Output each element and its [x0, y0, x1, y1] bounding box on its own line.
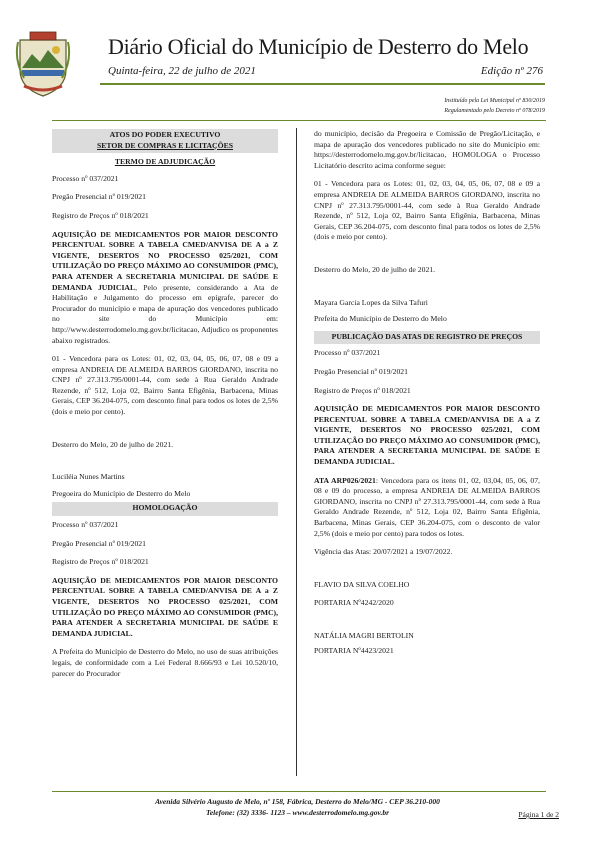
footer-address: Avenida Silvério Augusto de Melo, nº 158, Fábrica, Desterro do Melo/MG - CEP 36.210-000	[155, 797, 440, 806]
pub-process-number: Processo nº 037/2021	[314, 348, 381, 358]
pub-registry-number: Registro de Preços nº 018/2021	[314, 385, 411, 395]
regulation-decree: Regulamentado pelo Decreto nº 078/2019	[444, 108, 545, 114]
gazette-title: Diário Oficial do Município de Desterro do Melo	[108, 34, 529, 59]
homologation-continued: do município, decisão da Pregoeira e Comissão de Pregão/Licitação, e mapa de apuração dos vencedores publicado no site do Município em: https://desterrodomelo.mg.gov.br/licitacao, HOMOLOGA o Processo Licitatório descrito acima conforme segue:	[314, 129, 540, 170]
column-divider	[296, 128, 297, 776]
ata-label: ATA ARP026/2021	[314, 475, 376, 485]
hom-winner-paragraph: 01 - Vencedora para os Lotes: 01, 02, 03, 04, 05, 06, 07, 08 e 09 a empresa ANDREIA DE ALMEIDA BARROS GIORDANO, inscrita no CNPJ nº 27.313.795/0001-44, com sede à Rua Geraldo Andrade Rezende, nº 512, Loja 02, Bairro Santa Efigênia, Barbacena, Minas Gerais, CEP 36.204-075, com desconto final para todos os lotes de 2,5% (dois e meio por cento).	[314, 179, 540, 242]
section-header-box	[52, 129, 278, 153]
adjudication-object: AQUISIÇÃO DE MEDICAMENTOS POR MAIOR DESCONTO PERCENTUAL SOBRE A TABELA CMED/ANVISA DE A a Z VIGENTE, DESERTOS NO PROCESSO 025/2021, COM UTILIZAÇÃO DO PREÇO MÁXIMO AO CONSUMIDOR (PMC), PARA ATENDER A SECRETARIA MUNICIPAL DE SAÚDE E DEMANDA JUDICIAL	[52, 229, 278, 292]
hom-place-date: Desterro do Melo, 20 de julho de 2021.	[314, 264, 436, 274]
left-column	[52, 129, 278, 687]
right-column	[314, 129, 540, 664]
adjudication-text: , Pelo presente, considerando a Ata de Habilitação e Julgamento do processo em epígrafe, parecer do Procurador do município e mapa de apuração dos vencedores publicado no site do Município em: http://www.desterrodomelo.mg.gov.br/licitacao, Adjudico os proponentes abaixo registrados.	[52, 282, 278, 345]
header-bottom-rule	[52, 120, 546, 121]
signatory-1-role: PORTARIA Nº4242/2020	[314, 598, 394, 608]
section-header-executive: ATOS DO PODER EXECUTIVO	[109, 130, 221, 139]
page-number: Página 1 de 2	[518, 810, 559, 819]
signatory-2-role: PORTARIA Nº4423/2021	[314, 645, 394, 655]
mayor-name: Mayara Garcia Lopes da Silva Tafuri	[314, 297, 428, 307]
place-date: Desterro do Melo, 20 de julho de 2021.	[52, 439, 174, 449]
homologation-title: HOMOLOGAÇÃO	[52, 502, 278, 516]
hom-process-number: Processo nº 037/2021	[52, 520, 119, 530]
institution-law: Instituído pela Lei Municipal nº 830/2019	[444, 98, 545, 104]
mayor-role: Prefeita do Município de Desterro do Melo	[314, 314, 447, 324]
signer-name: Luciléia Nunes Martins	[52, 472, 125, 482]
publication-object: AQUISIÇÃO DE MEDICAMENTOS POR MAIOR DESCONTO PERCENTUAL SOBRE A TABELA CMED/ANVISA DE A a Z VIGENTE, DESERTOS NO PROCESSO 025/2021, COM UTILIZAÇÃO DO PREÇO MÁXIMO AO CONSUMIDOR (PMC), PARA ATENDER A SECRETARIA MUNICIPAL DE SAÚDE E DEMANDA JUDICIAL.	[314, 404, 540, 467]
registry-number: Registro de Preços nº 018/2021	[52, 210, 149, 220]
homologation-body: A Prefeita do Município de Desterro do Melo, no uso de suas atribuições legais, de conformidade com a Lei Federal 8.666/93 e Lei 10.520/10, parecer do Procurador	[52, 647, 278, 678]
ata-paragraph	[314, 476, 540, 540]
signatory-1-name: FLAVIO DA SILVA COELHO	[314, 579, 410, 589]
signer-role: Pregoeira do Município de Desterro do Melo	[52, 488, 191, 498]
municipal-coat-of-arms	[14, 30, 72, 98]
validity-period: Vigência das Atas: 20/07/2021 a 19/07/2022.	[314, 547, 453, 557]
signatory-2-name: NATÁLIA MAGRI BERTOLIN	[314, 631, 414, 640]
winner-paragraph: 01 - Vencedora para os Lotes: 01, 02, 03, 04, 05, 06, 07, 08 e 09 a empresa ANDREIA DE ALMEIDA BARROS GIORDANO, inscrita no CNPJ nº 27.313.795/0001-44, com sede à Rua Geraldo Andrade Rezende, nº 512, Loja 02, Bairro Santa Efigênia, Barbacena, Minas Gerais, CEP 36.204-075, com desconto final para todos os lotes de 2,5% (dois e meio por cento).	[52, 354, 278, 417]
section-header-purchasing: SETOR DE COMPRAS E LICITAÇÕES	[97, 140, 233, 150]
adjudication-title: TERMO DE ADJUDICAÇÃO	[114, 157, 216, 167]
homologation-object: AQUISIÇÃO DE MEDICAMENTOS POR MAIOR DESCONTO PERCENTUAL SOBRE A TABELA CMED/ANVISA DE A a Z VIGENTE, DESERTOS NO PROCESSO 025/2021, COM UTILIZAÇÃO DO PREÇO MÁXIMO AO CONSUMIDOR (PMC), PARA ATENDER A SECRETARIA MUNICIPAL DE SAÚDE E DEMANDA JUDICIAL.	[52, 575, 278, 638]
pub-pregao-number: Pregão Presencial nº 019/2021	[314, 366, 408, 376]
adjudication-body	[52, 230, 278, 347]
masthead-rule	[100, 83, 545, 85]
publication-title: PUBLICAÇÃO DAS ATAS DE REGISTRO DE PREÇOS	[314, 331, 540, 345]
issue-date: Quinta-feira, 22 de julho de 2021	[108, 65, 256, 77]
pregao-number: Pregão Presencial nº 019/2021	[52, 192, 146, 202]
edition-number: Edição nº 276	[480, 65, 543, 77]
ata-text: : Vencedora para os itens 01, 02, 03,04, 05, 06, 07, 08 e 09 do processo, a empresa ANDREIA DE ALMEIDA BARROS GIORDANO, inscrita no CNPJ nº 27.313.795/0001-44, com sede à Rua Geraldo Andrade Rezende, nº 512, Loja 02, Bairro Santa Efigênia, Barbacena, Minas Gerais, CEP 36.204-075, com o desconto de valor 2,5% (dois e meio por cento) para todos os lotes.	[314, 475, 540, 538]
process-number: Processo nº 037/2021	[52, 173, 119, 183]
footer-rule	[52, 791, 546, 792]
hom-pregao-number: Pregão Presencial nº 019/2021	[52, 538, 146, 548]
footer-phone-website: Telefone: (32) 3336- 1123 – www.desterrodomelo.mg.gov.br	[205, 808, 390, 817]
hom-registry-number: Registro de Preços nº 018/2021	[52, 557, 149, 567]
